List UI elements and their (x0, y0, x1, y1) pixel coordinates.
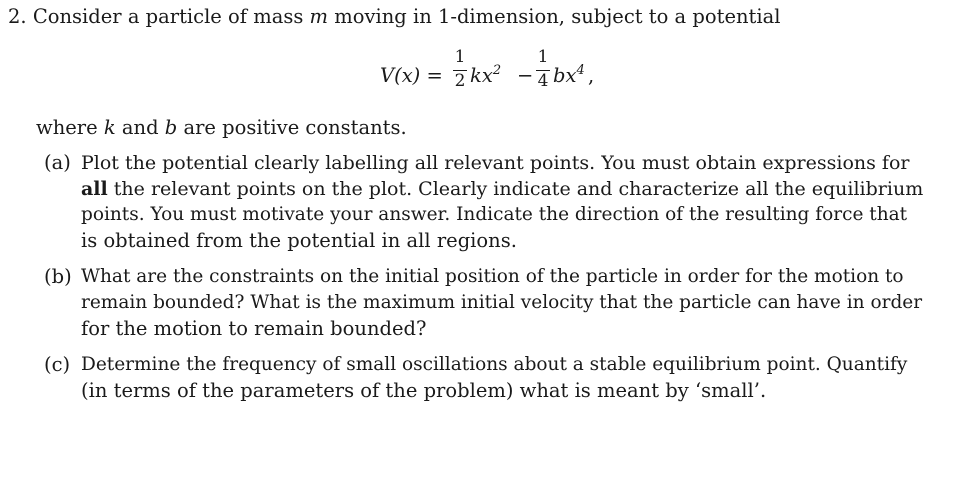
exponent-two: 2 (492, 63, 502, 78)
term-bx: bx (553, 64, 577, 87)
part-a-line: is obtained from the potential in all regions. (81, 229, 517, 252)
equation-comma: , (588, 64, 595, 87)
part-b-line: for the motion to remain bounded? (81, 317, 427, 340)
equation-lhs: V(x) = (380, 64, 443, 87)
part-c-text (81, 352, 923, 404)
part-a-label: (a) (44, 151, 71, 174)
part-c-label: (c) (44, 353, 71, 376)
part-b-label: (b) (44, 265, 72, 288)
exponent-four: 4 (576, 63, 585, 78)
part-a-line-rest: the relevant points on the plot. Clearly indicate and characterize all the equilibrium (107, 178, 924, 200)
bold-all: all (81, 178, 108, 200)
part-a-line: Plot the potential clearly labelling all relevant points. You must obtain expressions for (81, 152, 910, 174)
part-b-line: What are the constraints on the initial position of the particle in order for the motion to (81, 266, 904, 287)
k-symbol: k (103, 116, 116, 139)
b-symbol: b (164, 116, 178, 139)
part-c-line: (in terms of the parameters of the problem) what is meant by ‘small’. (81, 379, 767, 402)
and-text: and (115, 116, 165, 139)
fraction-numerator: 1 (537, 47, 549, 67)
fraction-denominator: 2 (454, 71, 466, 91)
part-a-line: points. You must motivate your answer. Indicate the direction of the resulting force that (81, 204, 908, 225)
problem-intro (8, 4, 780, 30)
where-text: where (36, 116, 104, 139)
constants-statement (36, 115, 407, 141)
part-a-line (81, 176, 923, 202)
part-b-line: remain bounded? What is the maximum initial velocity that the particle can have in order (81, 292, 923, 313)
constants-text: are positive constants. (177, 116, 407, 139)
problem-number: 2. (8, 5, 27, 28)
equation-term-kx2 (470, 63, 501, 89)
term-kx: kx (470, 64, 493, 87)
part-c-line: Determine the frequency of small oscillations about a stable equilibrium point. Quantify (81, 354, 908, 375)
intro-text-b: moving in 1-dimension, subject to a potential (328, 5, 781, 28)
mass-symbol: m (309, 5, 329, 28)
equation-term-bx4 (553, 63, 585, 89)
intro-text-a: Consider a particle of mass (32, 5, 310, 28)
fraction-denominator: 4 (537, 71, 549, 91)
equation-minus: − (517, 64, 534, 87)
part-b-text (81, 264, 923, 342)
part-a-text (81, 150, 923, 254)
fraction-numerator: 1 (454, 47, 466, 67)
